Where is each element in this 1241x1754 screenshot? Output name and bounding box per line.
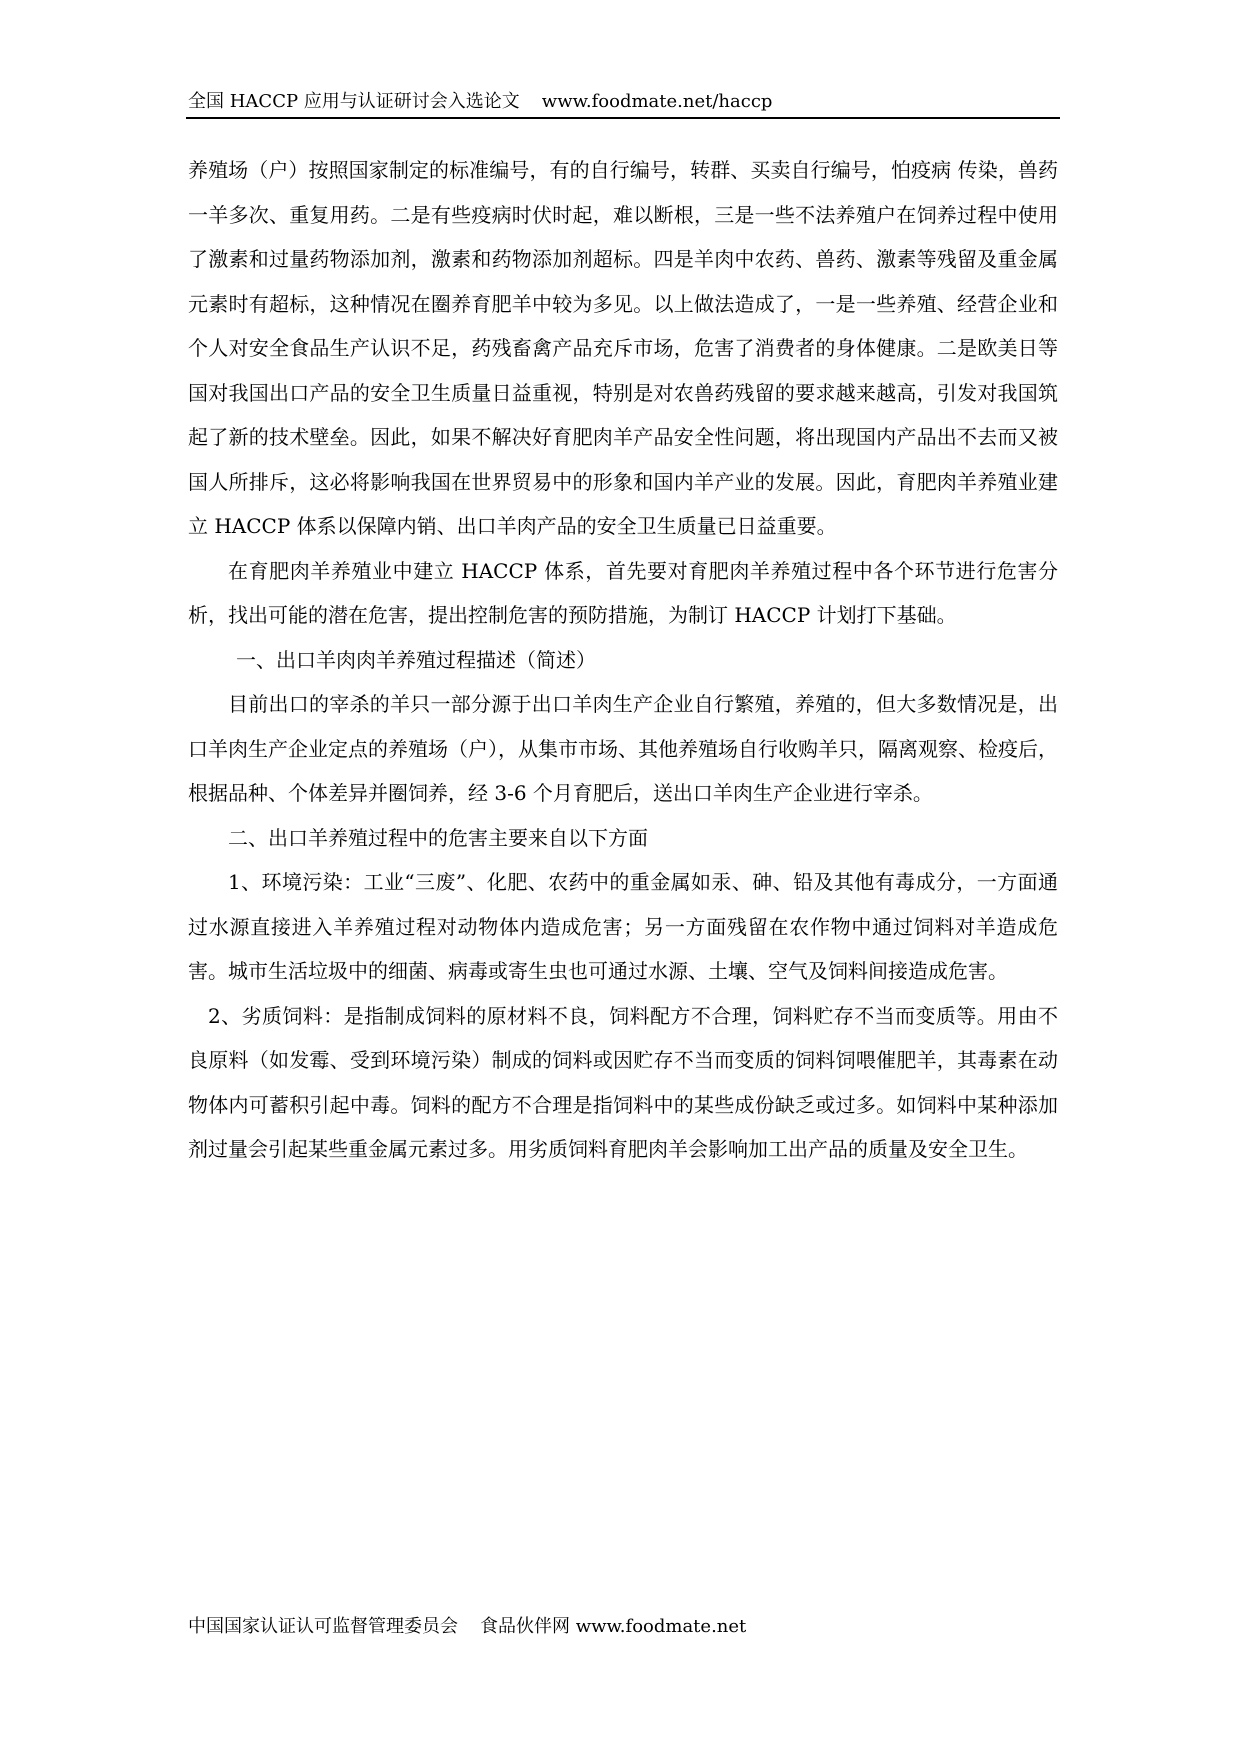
section-heading-1: 一、出口羊肉肉羊养殖过程描述（简述）	[236, 647, 596, 672]
section-heading-2: 二、出口羊养殖过程中的危害主要来自以下方面	[228, 825, 648, 850]
paragraph-4: 1、环境污染：工业“三废”、化肥、农药中的重金属如汞、砷、铅及其他有毒成分，一方面通过水源直接进入羊养殖过程对动物体内造成危害；另一方面残留在农作物中通过饲料对羊造成危害。城市生活垃圾中的细菌、病毒或寄生虫也可通过水源、土壤、空气及饲料间接造成危害。	[188, 870, 1058, 983]
footer-site: 食品伙伴网 www.foodmate.net	[480, 1616, 747, 1637]
paragraph-5: 2、劣质饲料：是指制成饲料的原材料不良，饲料配方不合理，饲料贮存不当而变质等。用由不良原料（如发霉、受到环境污染）制成的饲料或因贮存不当而变质的饲料饲喂催肥羊，其毒素在动物体内可蓄积引起中毒。饲料的配方不合理是指饲料中的某些成份缺乏或过多。如饲料中某种添加剂过量会引起某些重金属元素过多。用劣质饲料育肥肉羊会影响加工出产品的质量及安全卫生。	[188, 1003, 1058, 1161]
header-divider	[186, 117, 1060, 119]
paragraph-2: 在育肥肉羊养殖业中建立 HACCP 体系，首先要对育肥肉羊养殖过程中各个环节进行危害分析，找出可能的潜在危害，提出控制危害的预防措施，为制订 HACCP 计划打下基础。	[188, 558, 1058, 627]
article-body	[188, 148, 1058, 1172]
header-url: www.foodmate.net/haccp	[541, 91, 773, 112]
paragraph-3: 目前出口的宰杀的羊只一部分源于出口羊肉生产企业自行繁殖，养殖的，但大多数情况是，出口羊肉生产企业定点的养殖场（户），从集市市场、其他养殖场自行收购羊只，隔离观察、检疫后，根据品种、个体差异并圈饲养，经 3-6 个月育肥后，送出口羊肉生产企业进行宰杀。	[188, 692, 1058, 805]
page-header	[188, 87, 1058, 117]
header-title: 全国 HACCP 应用与认证研讨会入选论文	[188, 91, 520, 112]
footer-organization: 中国国家认证认可监督管理委员会	[188, 1616, 458, 1637]
page-footer	[188, 1612, 1058, 1642]
paragraph-1: 养殖场（户）按照国家制定的标准编号，有的自行编号，转群、买卖自行编号，怕疫病 传染，兽药一羊多次、重复用药。二是有些疫病时伏时起，难以断根，三是一些不法养殖户在饲养过程中使用了激素和过量药物添加剂，激素和药物添加剂超标。四是羊肉中农药、兽药、激素等残留及重金属元素时有超标，这种情况在圈养育肥羊中较为多见。以上做法造成了，一是一些养殖、经营企业和个人对安全食品生产认识不足，药残畜禽产品充斥市场，危害了消费者的身体健康。二是欧美日等国对我国出口产品的安全卫生质量日益重视，特别是对农兽药残留的要求越来越高，引发对我国筑起了新的技术壁垒。因此，如果不解决好育肥肉羊产品安全性问题，将出现国内产品出不去而又被国人所排斥，这必将影响我国在世界贸易中的形象和国内羊产业的发展。因此，育肥肉羊养殖业建立 HACCP 体系以保障内销、出口羊肉产品的安全卫生质量已日益重要。	[188, 158, 1058, 538]
